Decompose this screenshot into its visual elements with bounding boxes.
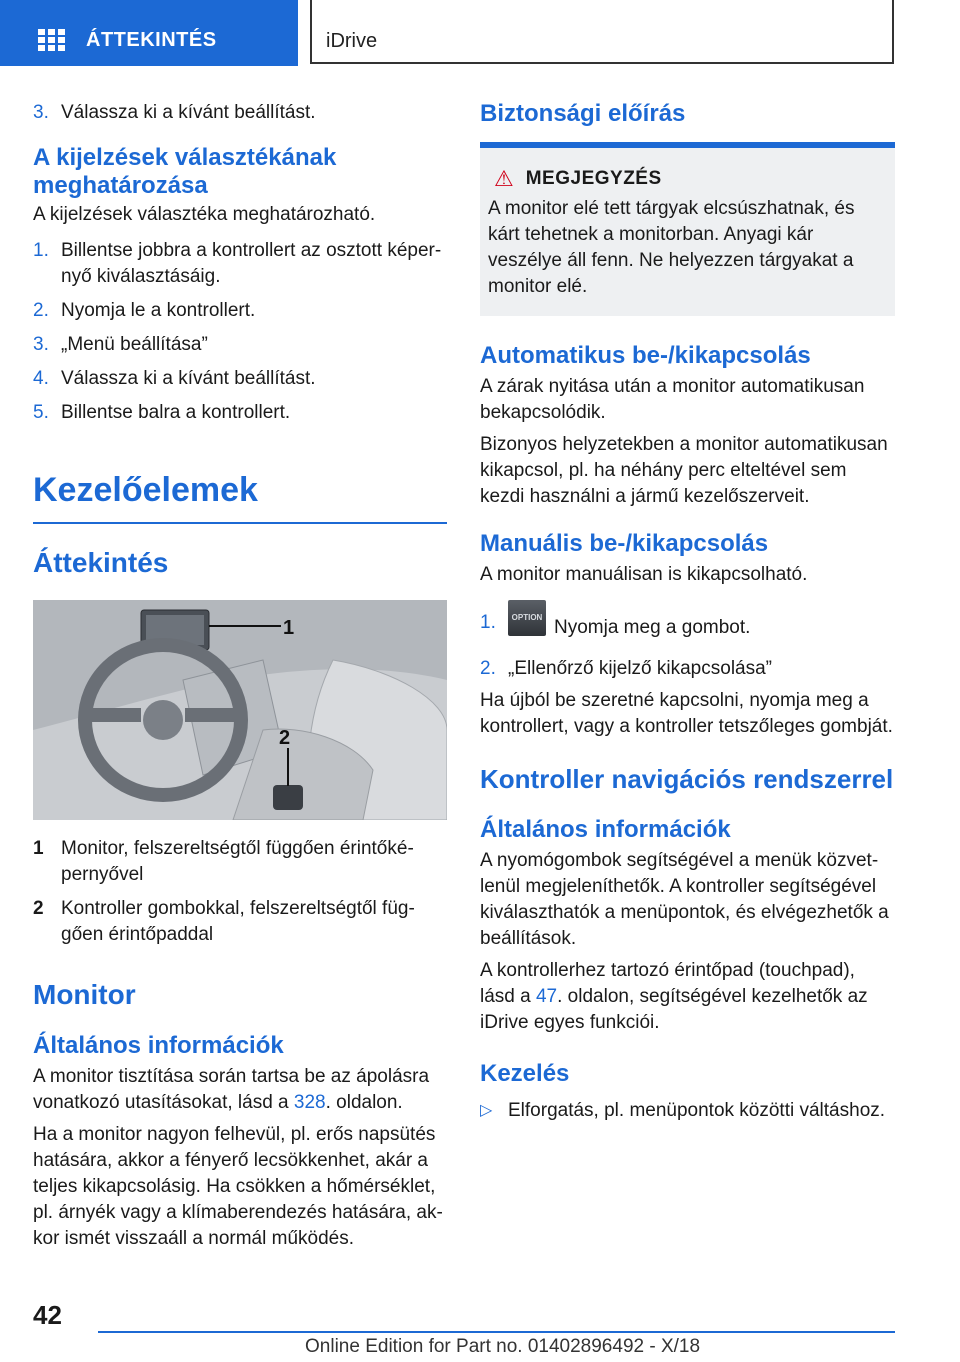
cockpit-illustration [33, 600, 447, 820]
bullet-list [480, 1098, 895, 1124]
page-link-328[interactable]: 328 [293, 1092, 326, 1113]
paragraph: A kijelzések választéka meghatározható. [33, 204, 376, 225]
section-heading-auto: Automatikus be-/kikapcsolás [480, 342, 811, 369]
grid-menu-icon [38, 29, 66, 51]
paragraph: A zárak nyitása után a monitor automatikusan bekapcsolódik. [480, 376, 865, 423]
subsection-heading-general: Általános információk [480, 816, 731, 843]
section-heading-manual: Manuális be-/kikapcsolás [480, 530, 769, 557]
list-item: 2 Kontroller gombokkal, felszereltségtől függően érintőpaddal [33, 898, 415, 945]
paragraph: A nyomógombok segítségével a menük közvetlenül megjeleníthetők. A kontroller segítségével kiválaszthatók a menüpontok, és elvégezhetők a beállítások. [480, 850, 889, 949]
left-column [33, 100, 447, 1252]
chapter-title: Kezelőelemek [33, 471, 258, 509]
list-item: 3. „Menü beállítása” [33, 334, 208, 355]
figure-callout-1: 1 [283, 617, 295, 639]
list-item: 1. Billentse jobbra a kontrollert az osztott képernyő kiválasztásáig. [33, 240, 442, 287]
paragraph: A kontrollerhez tartozó érintőpad (touchpad), lásd a 47. oldalon, segítségével kezelhetők az iDrive egyes funkciói. [480, 960, 868, 1033]
section-heading-nav: Kontroller navigációs rendszerrel [480, 764, 894, 794]
tab-overview-label: ÁTTEKINTÉS [86, 29, 217, 51]
list-item: 5. Billentse balra a kontrollert. [33, 402, 291, 423]
figure-legend [33, 836, 447, 948]
subsection-heading-general: Általános információk [33, 1032, 284, 1059]
notice-text: A monitor elé tett tárgyak elcsúszhatnak, és kárt tehetnek a monitorban. Anyagi kár veszélye áll fenn. Ne helyezzen tárgyakat a monitor elé. [488, 198, 855, 297]
paragraph: A monitor manuálisan is kikapcsolható. [480, 564, 808, 585]
chapter-rule [33, 522, 447, 524]
paragraph: Ha a monitor nagyon felhevül, pl. erős napsütés hatására, akkor a fényerő lecsökkenhet, akár a teljes kikapcsolásig. Ha csökken a hőmérséklet, pl. árnyék vagy a klímaberendezés hatására, akkor ismét visszaáll a normál működés. [33, 1124, 443, 1249]
right-column [480, 100, 895, 1124]
notice-box [480, 148, 895, 316]
notice-title: MEGJEGYZÉS [525, 168, 662, 189]
footer-rule [98, 1331, 895, 1333]
tab-idrive-label: iDrive [326, 30, 378, 52]
section-heading-monitor: Monitor [33, 979, 136, 1010]
warning-icon: ⚠ [494, 166, 514, 191]
list-item: 3. Válassza ki a kívánt beállítást. [33, 102, 316, 123]
list-item: 2. „Ellenőrző kijelző kikapcsolása” [480, 658, 772, 679]
section-heading-select: A kijelzések választékának meghatározása [33, 144, 337, 199]
page-header [0, 0, 960, 66]
section-heading-use: Kezelés [480, 1060, 570, 1087]
footer-edition: Online Edition for Part no. 01402896492 - X/18 [305, 1336, 701, 1357]
triangle-bullet-icon: ▷ [480, 1102, 493, 1119]
paragraph: A monitor tisztítása során tartsa be az ápolásra vonatkozó utasításokat, lásd a 328. oldalon. [33, 1066, 430, 1113]
paragraph: Bizonyos helyzetekben a monitor automatikusan kikapcsol, pl. ha néhány perc elteltével sem kezdi használni a jármű kezelőszerveit. [480, 434, 888, 507]
section-heading-safety: Biztonsági előírás [480, 100, 686, 127]
tab-idrive[interactable] [310, 0, 894, 64]
page-link-47[interactable]: 47 [535, 986, 558, 1007]
section-heading-overview: Áttekintés [33, 547, 169, 578]
list-item: ▷ Elforgatás, pl. menüpontok közötti váltáshoz. [480, 1098, 895, 1124]
list-item: 1. OPTION Nyomja meg a gombot. [480, 610, 895, 646]
figure-callout-2: 2 [279, 727, 291, 749]
paragraph: Ha újból be szeretné kapcsolni, nyomja meg a kontrollert, vagy a kontroller tetszőleges gombját. [480, 690, 893, 737]
manual-step-list [480, 610, 895, 682]
step-list-top [33, 100, 447, 126]
list-item: 4. Válassza ki a kívánt beállítást. [33, 368, 316, 389]
list-item: 2. Nyomja le a kontrollert. [33, 300, 256, 321]
page-number: 42 [33, 1300, 62, 1330]
option-button-icon: OPTION [508, 600, 546, 636]
step-list [33, 238, 447, 426]
tab-overview[interactable] [0, 0, 298, 66]
list-item: 1 Monitor, felszereltségtől függően érintőképernyővel [33, 838, 414, 885]
